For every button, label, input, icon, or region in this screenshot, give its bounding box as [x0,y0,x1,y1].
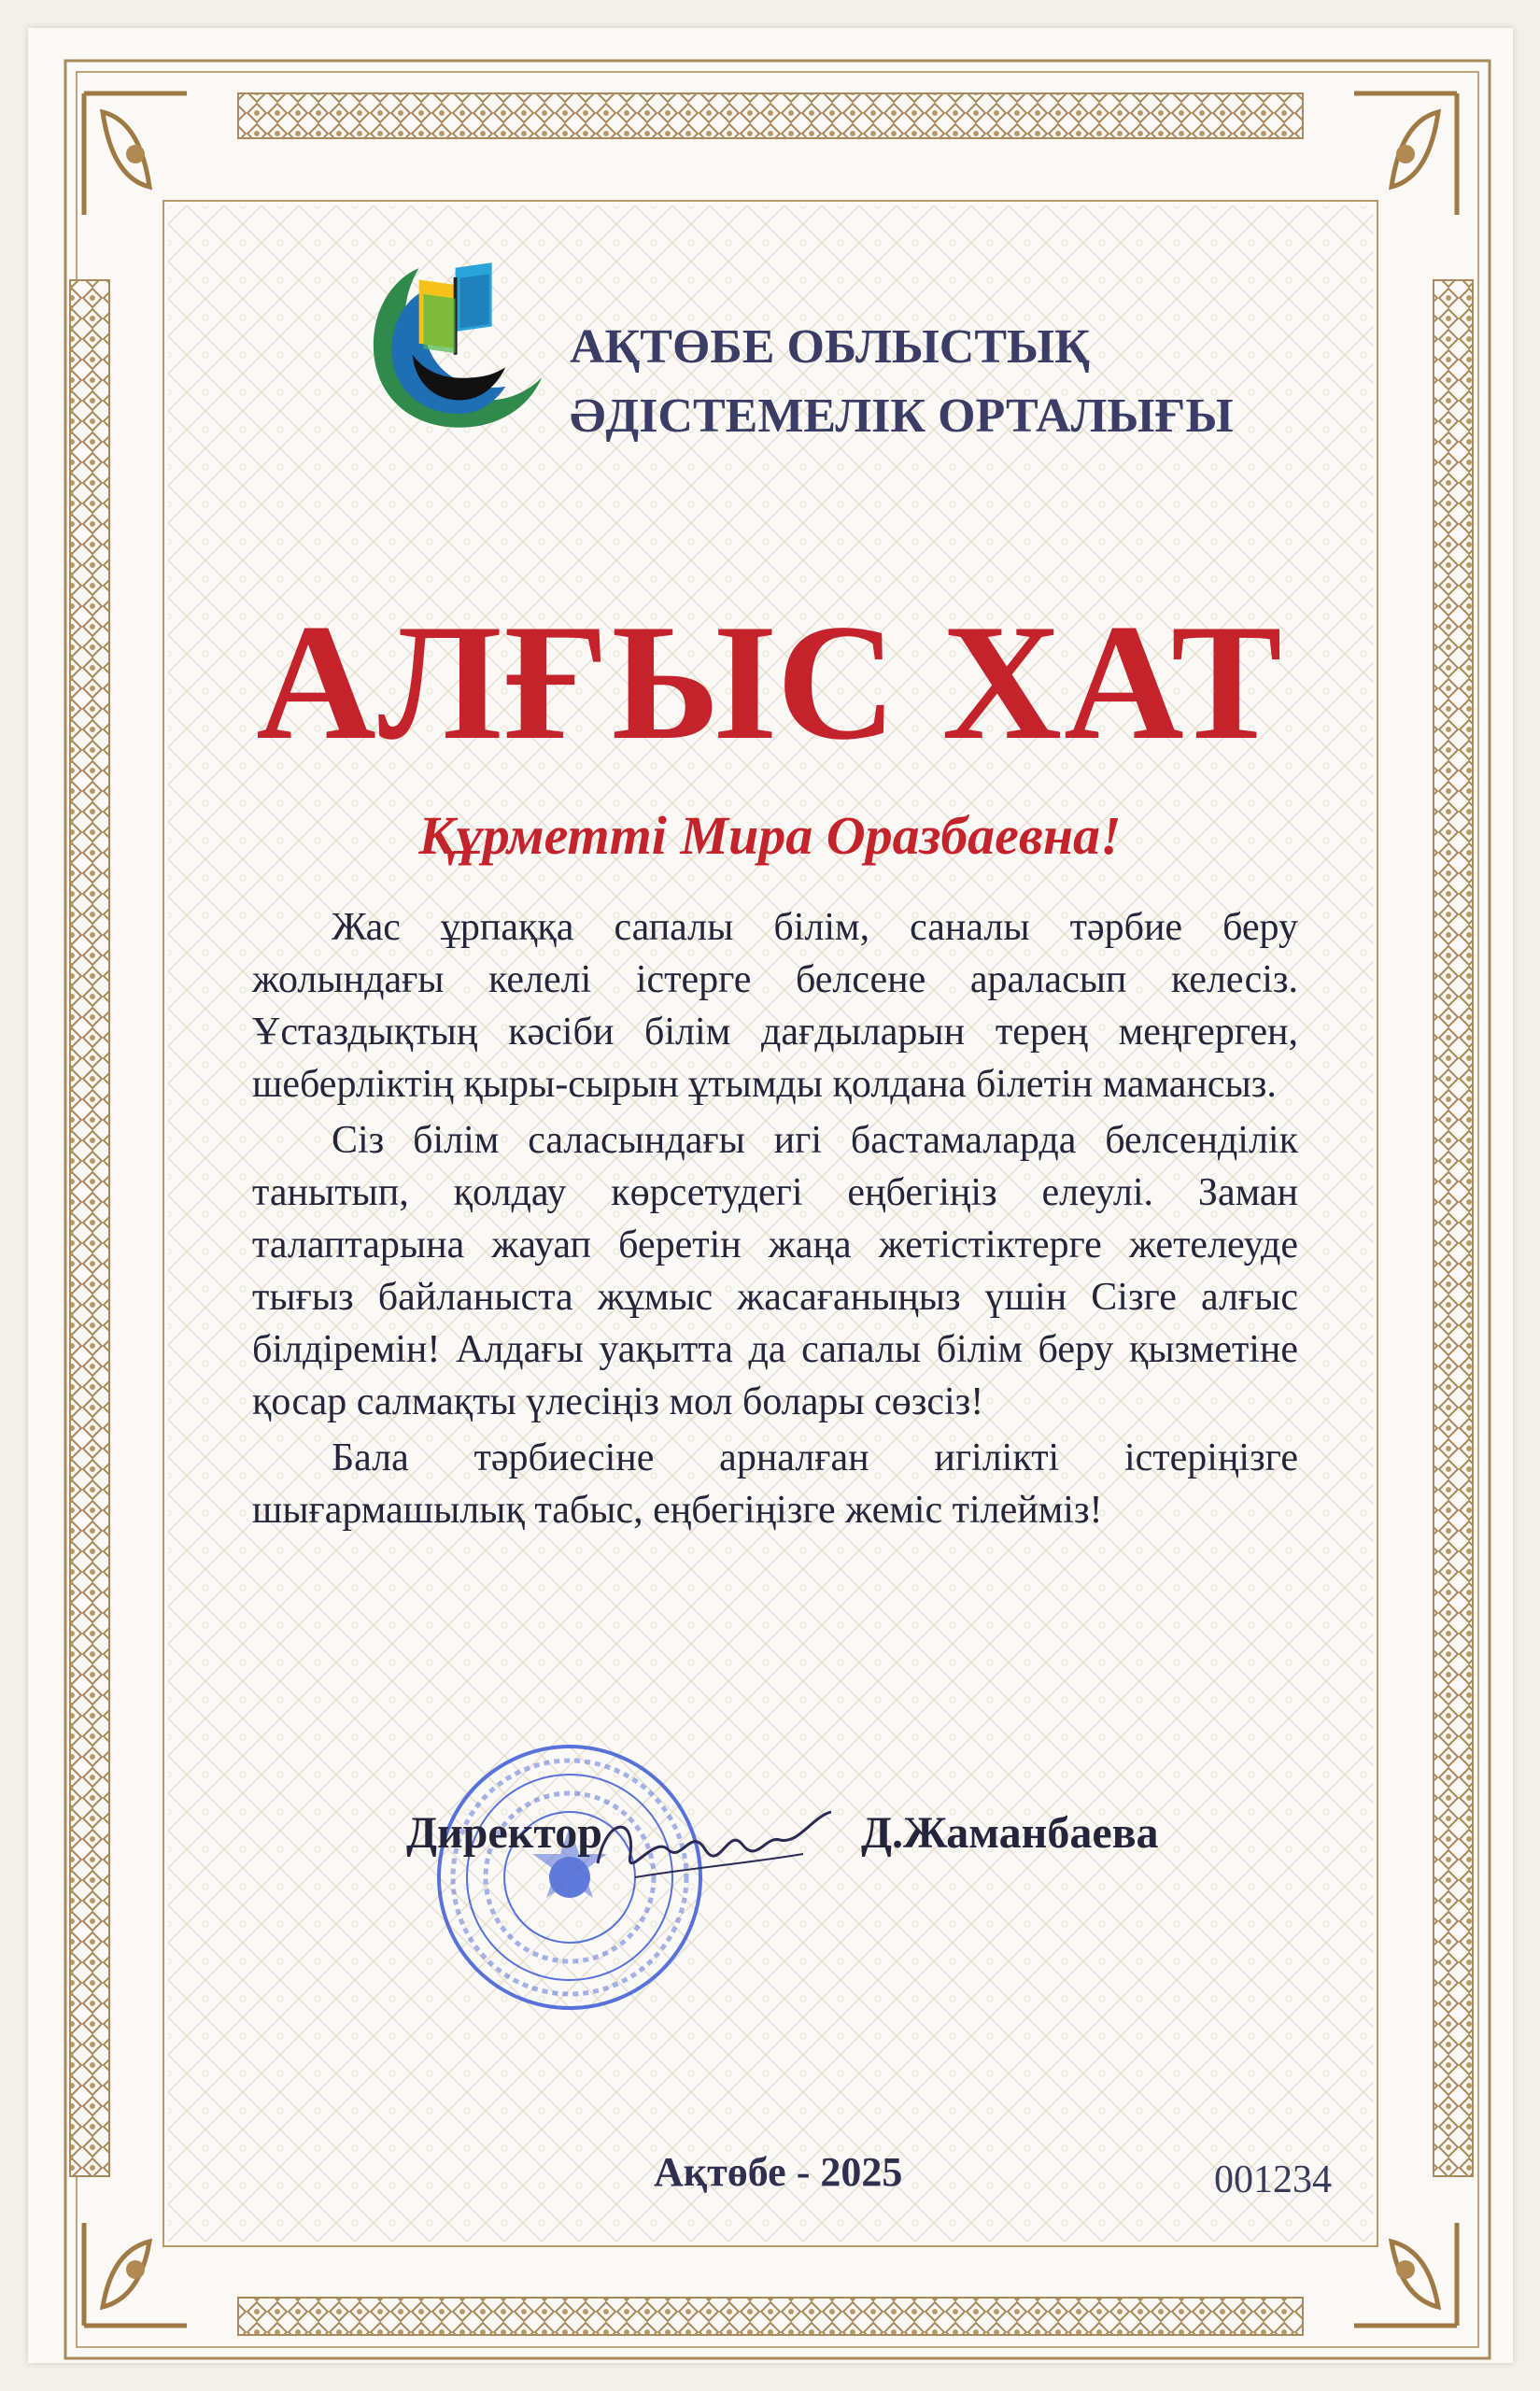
signatory-name: Д.Жаманбаева [861,1808,1159,1858]
salutation: Құрметті Мира Оразбаевна! [418,805,1122,866]
letter-body [252,901,1298,1540]
place-and-year: Ақтөбе - 2025 [654,2149,903,2195]
director-signature [579,1798,841,1901]
paragraph-3: Бала тәрбиесіне арналған игілікті істеріңізге шығармашылық табыс, еңбегіңізге жеміс тілейміз! [252,1436,1298,1532]
certificate-title: АЛҒЫС ХАТ [256,589,1284,774]
paragraph-1: Жас ұрпаққа сапалы білім, саналы тәрбие беру жолындағы келелі істерге белсене араласып келесіз. Ұстаздықтың кәсіби білім дағдыларын терең меңгерген, шеберліктің қыры-сырын ұтымды қолдана білетін мамансыз. [252,906,1298,1106]
organization-line-2: ӘДІСТЕМЕЛІК ОРТАЛЫҒЫ [570,389,1234,443]
organization-line-1: АҚТӨБЕ ОБЛЫСТЫҚ [570,320,1090,374]
organization-name [570,313,1234,451]
paragraph-2: Сіз білім саласындағы игі бастамаларда белсенділік танытып, қолдау көрсетудегі еңбегіңіз елеулі. Заман талаптарына жауап беретін жаңа жетістіктерге жетелеуде тығыз байланыста жұмыс жасағаныңыз үшін Сізге алғыс білдіремін! Алдағы уақытта да сапалы білім беру қызметіне қосар салмақты үлесіңіз мол болары сөзсіз! [252,1119,1298,1423]
signatory-role: Директор [406,1808,602,1858]
org-logo-icon [369,252,551,439]
serial-number: 001234 [1214,2158,1332,2201]
